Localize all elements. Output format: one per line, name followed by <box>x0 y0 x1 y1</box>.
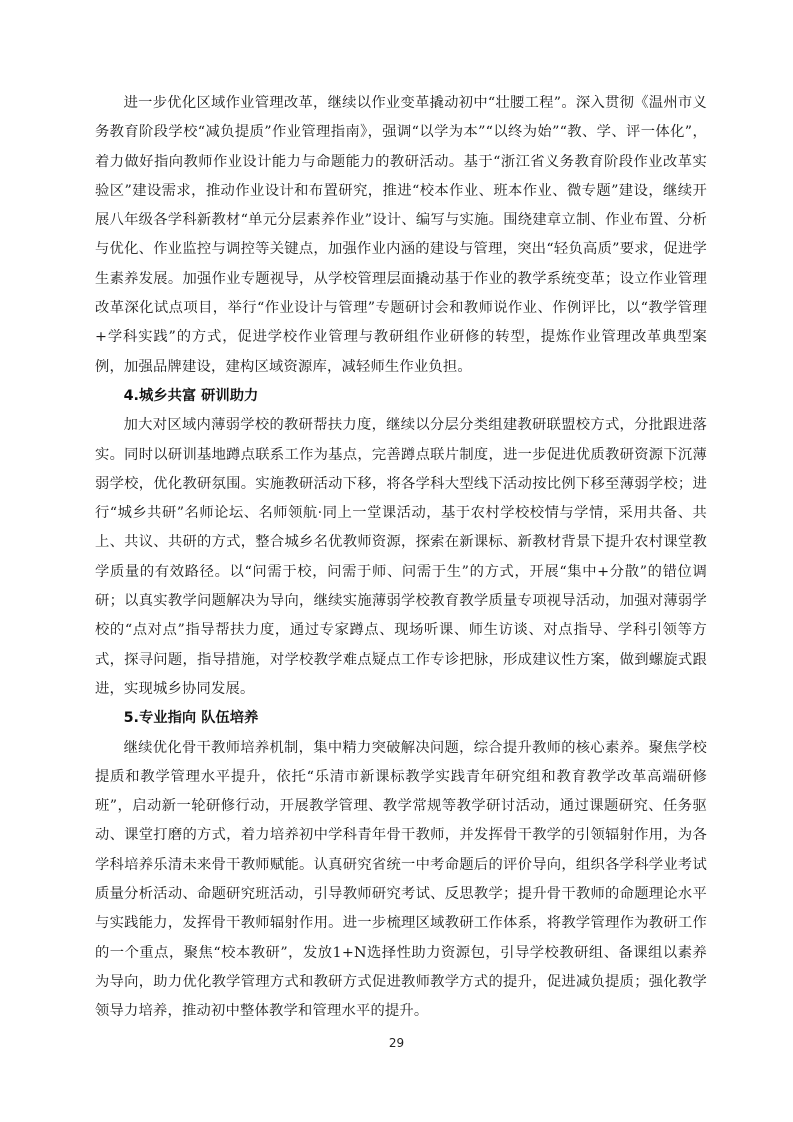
paragraph-teacher-training: 继续优化骨干教师培养机制，集中精力突破解决问题，综合提升教师的核心素养。聚焦学校提质和教学管理水平提升，依托“乐清市新课标教学实践青年研究组和教育教学改革高端研修班”，启动新一轮研修行动，开展教学管理、教学常规等教学研讨活动，通过课题研究、任务驱动、课堂打磨的方式，着力培养初中学科青年骨干教师，并发挥骨干教学的引领辐射作用，为各学科培养乐清未来骨干教师赋能。认真研究省统一中考命题后的评价导向，组织各学科学业考试质量分析活动、命题研究班活动，引导教师研究考试、反思教学；提升骨干教师的命题理论水平与实践能力，发挥骨干教师辐射作用。进一步梳理区域教研工作体系，将教学管理作为教研工作的一个重点，聚焦“校本教研”，发放1+N选择性助力资源包，引导学校教研组、备课组以素养为导向，助力优化教学管理方式和教研方式促进教师教学方式的提升，促进减负提质；强化教学领导力培养，推动初中整体教学和管理水平的提升。 <box>95 739 707 1020</box>
paragraph-homework-reform: 进一步优化区域作业管理改革，继续以作业变革撬动初中“壮腰工程”。深入贯彻《温州市义务教育阶段学校“减负提质”作业管理指南》，强调“以学为本”“以终为始”“教、学、评一体化”，着力做好指向教师作业设计能力与命题能力的教研活动。基于“浙江省义务教育阶段作业改革实验区”建设需求，推动作业设计和布置研究，推进“校本作业、班本作业、微专题”建设，继续开展八年级各学科新教材“单元分层素养作业”设计、编写与实施。围绕建章立制、作业布置、分析与优化、作业监控与调控等关键点，加强作业内涵的建设与管理，突出“轻负高质”要求，促进学生素养发展。加强作业专题视导，从学校管理层面撬动基于作业的教学系统变革；设立作业管理改革深化试点项目，举行“作业设计与管理”专题研讨会和教师说作业、作例评比，以“教学管理+学科实践”的方式，促进学校作业管理与教研组作业研修的转型，提炼作业管理改革典型案例，加强品牌建设，建构区域资源库，减轻师生作业负担。 <box>95 95 707 375</box>
page-content <box>95 89 707 1027</box>
section-heading-5: 5.专业指向 队伍培养 <box>123 710 259 727</box>
section-heading-4: 4.城乡共富 研训助力 <box>123 387 259 404</box>
paragraph-urban-rural: 加大对区域内薄弱学校的教研帮扶力度，继续以分层分类组建教研联盟校方式，分批跟进落实。同时以研训基地蹲点联系工作为基点，完善蹲点联片制度，进一步促进优质教研资源下沉薄弱学校，优化教研氛围。实施教研活动下移，将各学科大型线下活动按比例下移至薄弱学校；进行“城乡共研”名师论坛、名师领航·同上一堂课活动，基于农村学校校情与学情，采用共备、共上、共议、共研的方式，整合城乡名优教师资源，探索在新课标、新教材背景下提升农村课堂教学质量的有效路径。以“问需于校，问需于师、问需于生”的方式，开展“集中+分散”的错位调研；以真实教学问题解决为导向，继续实施薄弱学校教育教学质量专项视导活动，加强对薄弱学校的“点对点”指导帮扶力度，通过专家蹲点、现场听课、师生访谈、对点指导、学科引领等方式，探寻问题，指导措施，对学校教学难点疑点工作专诊把脉，形成建议性方案，做到螺旋式跟进，实现城乡协同发展。 <box>95 417 707 697</box>
page-number: 29 <box>388 1036 405 1050</box>
